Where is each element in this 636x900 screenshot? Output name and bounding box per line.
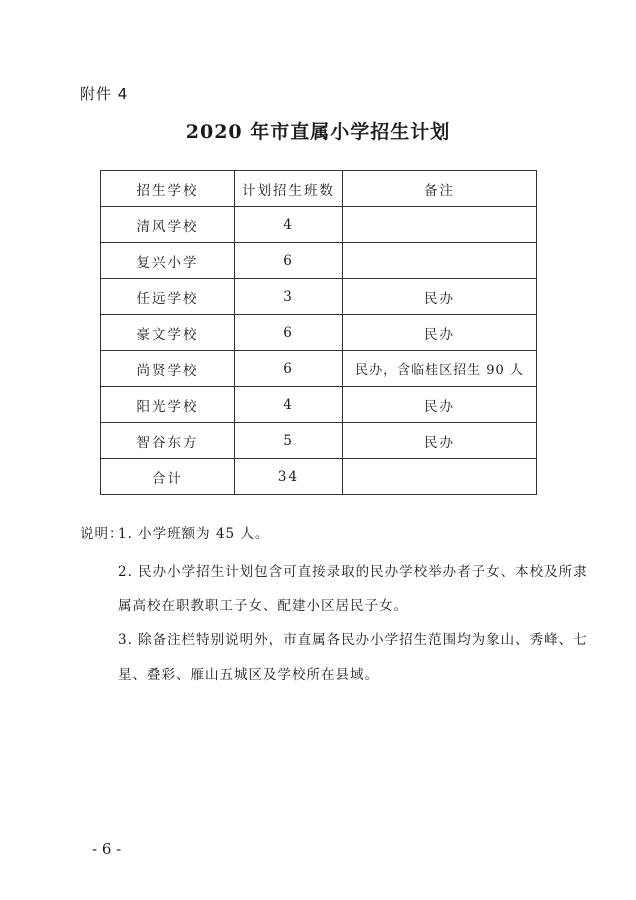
note-item-1: 1. 小学班额为 45 人。 bbox=[118, 526, 270, 542]
cell-classes: 6 bbox=[235, 243, 343, 279]
note-item-3-line-2: 星、叠彩、雁山五城区及学校所在县域。 bbox=[118, 667, 379, 683]
note-item-2-line-2: 属高校在职教职工子女、配建小区居民子女。 bbox=[118, 598, 408, 614]
page-number: - 6 - bbox=[92, 840, 122, 858]
table-row bbox=[101, 387, 537, 423]
enrollment-plan-table bbox=[100, 170, 537, 495]
cell-school: 复兴小学 bbox=[101, 243, 235, 279]
cell-school: 任远学校 bbox=[101, 279, 235, 315]
cell-classes: 6 bbox=[235, 315, 343, 351]
cell-school: 豪文学校 bbox=[101, 315, 235, 351]
table-row bbox=[101, 279, 537, 315]
header-note: 备注 bbox=[343, 171, 537, 207]
table-header-row bbox=[101, 171, 537, 207]
cell-note: 民办 bbox=[343, 387, 537, 423]
cell-note: 民办 bbox=[343, 279, 537, 315]
note-item-3-line-1: 3. 除备注栏特别说明外，市直属各民办小学招生范围均为象山、秀峰、七 bbox=[118, 632, 588, 648]
cell-classes: 4 bbox=[235, 387, 343, 423]
cell-note: 民办 bbox=[343, 423, 537, 459]
cell-school: 智谷东方 bbox=[101, 423, 235, 459]
header-school: 招生学校 bbox=[101, 171, 235, 207]
cell-note: 民办 bbox=[343, 315, 537, 351]
cell-classes: 5 bbox=[235, 423, 343, 459]
table-total-row bbox=[101, 459, 537, 495]
cell-note: 民办，含临桂区招生 90 人 bbox=[343, 351, 537, 387]
cell-school: 尚贤学校 bbox=[101, 351, 235, 387]
cell-school: 阳光学校 bbox=[101, 387, 235, 423]
cell-total-label: 合计 bbox=[101, 459, 235, 495]
cell-classes: 3 bbox=[235, 279, 343, 315]
table-row bbox=[101, 423, 537, 459]
cell-total-classes: 34 bbox=[235, 459, 343, 495]
table-row bbox=[101, 243, 537, 279]
attachment-label: 附件 4 bbox=[80, 85, 129, 103]
table-row bbox=[101, 207, 537, 243]
cell-note bbox=[343, 207, 537, 243]
table-row bbox=[101, 315, 537, 351]
cell-classes: 6 bbox=[235, 351, 343, 387]
cell-school: 清风学校 bbox=[101, 207, 235, 243]
table-row bbox=[101, 351, 537, 387]
cell-note bbox=[343, 459, 537, 495]
document-title: 2020 年市直属小学招生计划 bbox=[185, 121, 451, 143]
note-item-2-line-1: 2. 民办小学招生计划包含可直接录取的民办学校举办者子女、本校及所隶 bbox=[118, 564, 588, 580]
header-classes: 计划招生班数 bbox=[235, 171, 343, 207]
cell-note bbox=[343, 243, 537, 279]
cell-classes: 4 bbox=[235, 207, 343, 243]
notes-prefix: 说明： bbox=[80, 526, 124, 542]
